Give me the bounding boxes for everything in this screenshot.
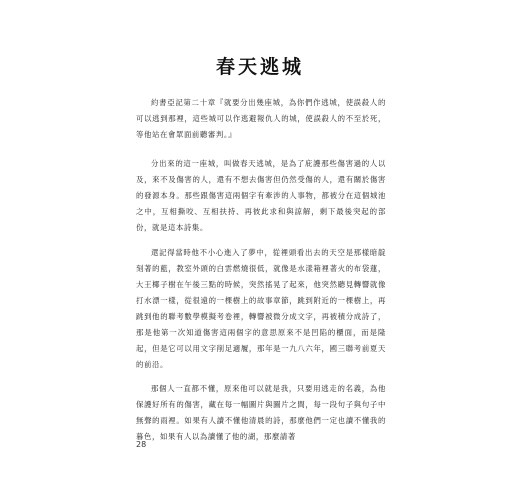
- body-paragraph: 還記得當時他不小心進入了夢中，從裡頭看出去的天空是那樣暗靛刻著的藍，教室外頭的白雲燃燒很低，就像是水漾箱裡著火的布袋蓮，大王椰子樹在午後三點的時候，突然搖晃了起來，他突然聽見轉響就像打水漂一樣，從很遠的一棵樹上的故事章節，跳到附近的一棵樹上，再跳到他的聯考數學模擬考卷裡，轉響被微分成文字，再被積分成詩了，那是他第一次知道傷害這兩個字的意思原來不是凹陷的櫃面，而是隆起，但是它可以用文字削足適履，那年是一九八六年，國三聯考前夏天的前沿。: [136, 248, 386, 369]
- chapter-title: 春天逃城: [215, 56, 304, 78]
- page-number: 28: [136, 440, 147, 449]
- body-paragraph: 那個人一直都不懂，原來他可以就是我，只要用逃走的名義，為他保護好所有的傷害，藏在每一幅圖片與圖片之間，每一段句子與句子中無聲的雨裡。如果有人讀不懂他清晨的詩，那麼他們一定也讀不懂我的暮色，如果有人以為讀懂了他的湖，那麼請著: [136, 384, 386, 441]
- body-paragraph: 分出來的這一座城，叫做春天逃城，是為了庇護那些傷害過的人以及，來不及傷害的人，還有不想去傷害但仍然受傷的人，還有關於傷害的發源本身。那些跟傷害這兩個字有牽涉的人事物，都被分在這個城池之中，互相撕咬、互相扶持、再彼此求和與諒解，剩下最後突起的部份，就是這本詩集。: [136, 159, 386, 232]
- epigraph-paragraph: 約書亞記第二十章『就要分出幾座城，為你們作逃城，使誤殺人的可以逃到那裡，這些城可以作逃避報仇人的城，使誤殺人的不至於死，等他站在會眾面前聽審判。』: [136, 98, 386, 139]
